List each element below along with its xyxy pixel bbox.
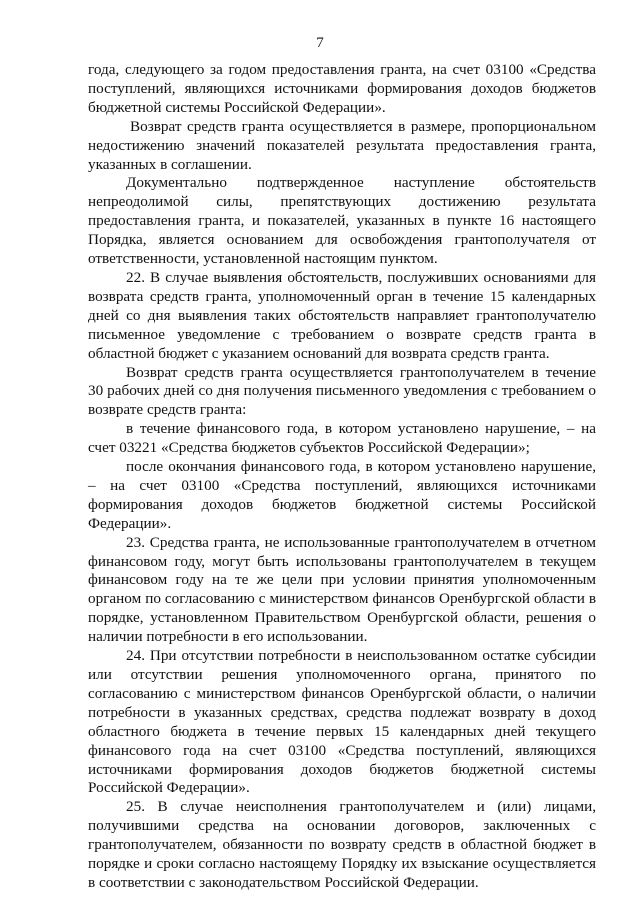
paragraph-item-25: 25. В случае неисполнения грантополучателем и (или) лицами, получившими средства на основании договоров, заключенных с грантополучателем, обязанности по возврату средств в областной бюджет в порядке и сроки согласно настоящему Порядку их взыскание осуществляется в соответствии с законодательством Российской Федерации. [88, 798, 596, 891]
document-body [88, 61, 596, 893]
paragraph-item-22: 22. В случае выявления обстоятельств, послуживших основаниями для возврата средств гранта, уполномоченный орган в течение 15 календарных дней со дня выявления таких обстоятельств направляет грантополучателю письменное уведомление с требованием о возврате средств гранта в областной бюджет с указанием оснований для возврата средств гранта. [88, 268, 596, 362]
paragraph-account-current-year: в течение финансового года, в котором установлено нарушение, – на счет 03221 «Средства бюджетов субъектов Российской Федерации»; [88, 420, 596, 457]
page-number: 7 [316, 35, 324, 51]
paragraph-force-majeure: Документально подтвержденное наступление обстоятельств непреодолимой силы, препятствующих достижению результата предоставления гранта, и показателей, указанных в пункте 16 настоящего Порядка, является основанием для освобождения грантополучателя от ответственности, установленной настоящим пунктом. [88, 174, 596, 268]
paragraph-return-amount: Возврат средств гранта осуществляется в размере, пропорциональном недостижению значений показателей результата предоставления гранта, указанных в соглашении. [88, 117, 596, 173]
paragraph-return-deadline: Возврат средств гранта осуществляется грантополучателем в течение 30 рабочих дней со дня получения письменного уведомления с требованием о возврате средств гранта: [88, 363, 596, 419]
paragraph-return-account: года, следующего за годом предоставления гранта, на счет 03100 «Средства поступлений, являющихся источниками формирования доходов бюджетов бюджетной системы Российской Федерации». [88, 61, 596, 116]
paragraph-item-24: 24. При отсутствии потребности в неиспользованном остатке субсидии или отсутствии решения уполномоченного органа, принятого по согласованию с министерством финансов Оренбургской области, о наличии потребности в указанных средствах, средства подлежат возврату в доход областного бюджета в течение первых 15 календарных дней текущего финансового года на счет 03100 «Средства поступлений, являющихся источниками формирования доходов бюджетов бюджетной системы Российской Федерации». [88, 647, 596, 797]
paragraph-item-23: 23. Средства гранта, не использованные грантополучателем в отчетном финансовом году, могут быть использованы грантополучателем в текущем финансовом году на те же цели при условии принятия уполномоченным органом по согласованию с министерством финансов Оренбургской области в порядке, установленном Правительством Оренбургской области, решения о наличии потребности в его использовании. [88, 533, 596, 646]
paragraph-account-after-year: после окончания финансового года, в котором установлено нарушение, – на счет 03100 «Средства поступлений, являющихся источниками формирования доходов бюджетов бюджетной системы Российской Федерации». [88, 458, 596, 532]
